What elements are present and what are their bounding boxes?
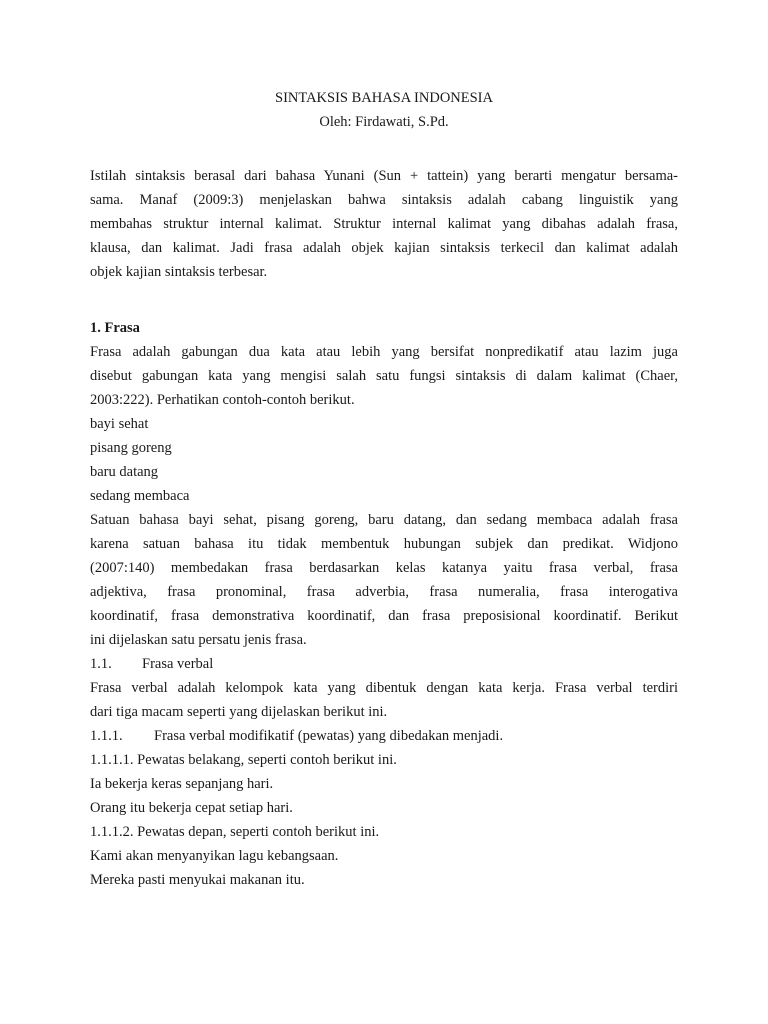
frasa-verbal-line-1: Frasa verbal adalah kelompok kata yang dibentuk dengan kata kerja. Frasa verbal terdiri [90, 680, 678, 696]
intro-line-4: klausa, dan kalimat. Jadi frasa adalah objek kajian sintaksis terkecil dan kalimat adalah [90, 240, 678, 256]
explanation-line-2: karena satuan bahasa itu tidak membentuk hubungan subjek dan predikat. Widjono [90, 536, 678, 552]
subsection-1-1-1-1: 1.1.1.1. Pewatas belakang, seperti contoh berikut ini. [90, 752, 397, 768]
example-sentence: Mereka pasti menyukai makanan itu. [90, 872, 305, 888]
document-author: Oleh: Firdawati, S.Pd. [319, 114, 449, 130]
subsection-1-1 [90, 654, 678, 674]
explanation-line-5: koordinatif, frasa demonstrativa koordinatif, dan frasa preposisional koordinatif. Berikut [90, 608, 678, 624]
example-item: sedang membaca [90, 488, 190, 504]
document-page [90, 0, 678, 1024]
frasa-definition-line-3: 2003:222). Perhatikan contoh-contoh berikut. [90, 392, 355, 408]
example-item: pisang goreng [90, 440, 172, 456]
frasa-definition-line-1: Frasa adalah gabungan dua kata atau lebih yang bersifat nonpredikatif atau lazim juga [90, 344, 678, 360]
subsection-label: Frasa verbal modifikatif (pewatas) yang dibedakan menjadi. [154, 728, 504, 744]
example-sentence: Kami akan menyanyikan lagu kebangsaan. [90, 848, 339, 864]
example-item: bayi sehat [90, 416, 149, 432]
frasa-verbal-line-2: dari tiga macam seperti yang dijelaskan berikut ini. [90, 704, 388, 720]
explanation-line-4: adjektiva, frasa pronominal, frasa adverbia, frasa numeralia, frasa interogativa [90, 584, 678, 600]
example-sentence: Ia bekerja keras sepanjang hari. [90, 776, 274, 792]
subsection-number: 1.1.1. [90, 728, 123, 744]
document-title: SINTAKSIS BAHASA INDONESIA [275, 90, 493, 106]
subsection-1-1-1-2: 1.1.1.2. Pewatas depan, seperti contoh berikut ini. [90, 824, 380, 840]
intro-line-2: sama. Manaf (2009:3) menjelaskan bahwa sintaksis adalah cabang linguistik yang [90, 192, 678, 208]
section-heading-frasa: 1. Frasa [90, 320, 140, 336]
subsection-label: Frasa verbal [142, 656, 214, 672]
intro-line-3: membahas struktur internal kalimat. Struktur internal kalimat yang dibahas adalah frasa, [90, 216, 678, 232]
frasa-definition-line-2: disebut gabungan kata yang mengisi salah satu fungsi sintaksis di dalam kalimat (Chaer, [90, 368, 678, 384]
intro-line-1: Istilah sintaksis berasal dari bahasa Yunani (Sun + tattein) yang berarti mengatur bersama- [90, 168, 678, 184]
subsection-number: 1.1. [90, 656, 112, 672]
explanation-line-3: (2007:140) membedakan frasa berdasarkan kelas katanya yaitu frasa verbal, frasa [90, 560, 678, 576]
explanation-line-6: ini dijelaskan satu persatu jenis frasa. [90, 632, 307, 648]
example-item: baru datang [90, 464, 159, 480]
intro-line-5: objek kajian sintaksis terbesar. [90, 264, 268, 280]
subsection-1-1-1 [90, 726, 678, 746]
example-sentence: Orang itu bekerja cepat setiap hari. [90, 800, 293, 816]
explanation-line-1: Satuan bahasa bayi sehat, pisang goreng, baru datang, dan sedang membaca adalah frasa [90, 512, 678, 528]
